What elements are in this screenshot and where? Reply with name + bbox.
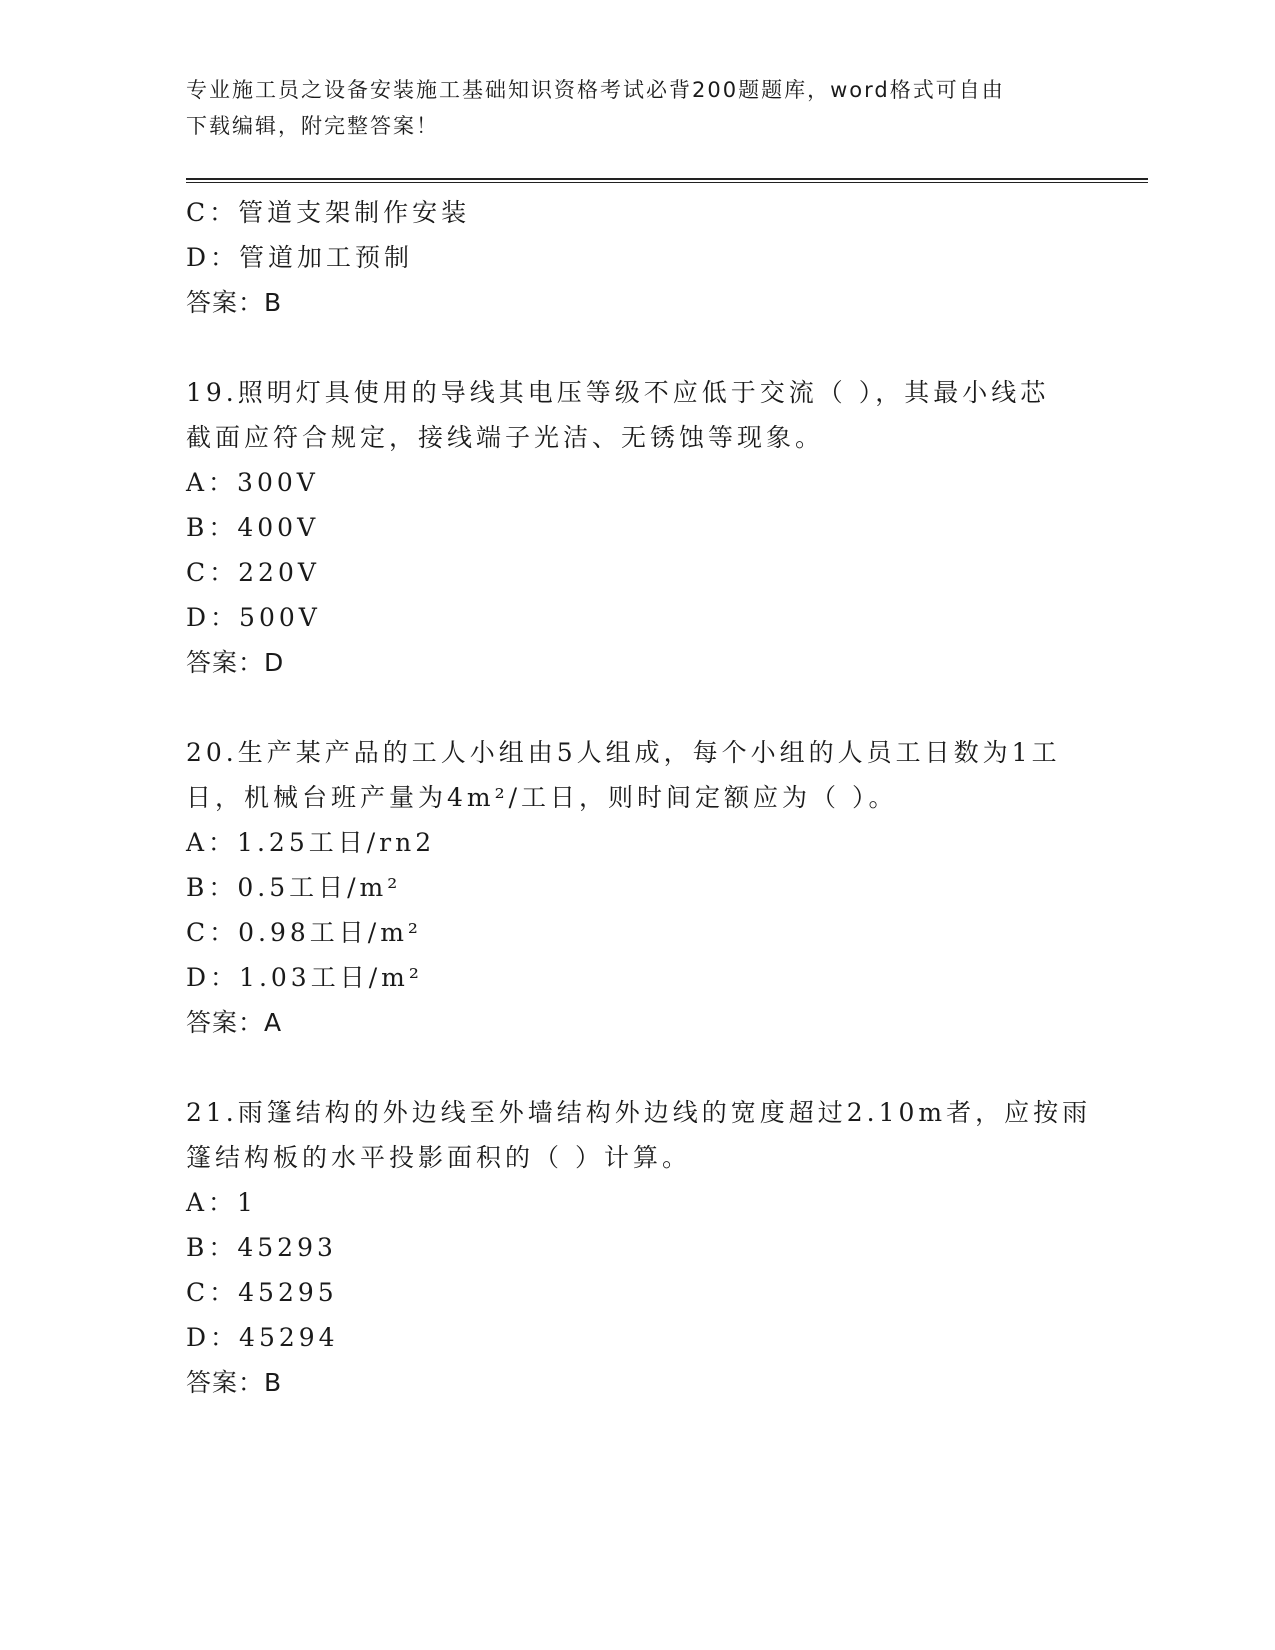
q19-option-d: D：500V — [186, 603, 321, 632]
q20-stem-line-2: 日，机械台班产量为4m²/工日，则时间定额应为（ ）。 — [186, 783, 898, 812]
q18-option-d: D：管道加工预制 — [186, 243, 414, 272]
q20-option-c: C：0.98工日/m² — [186, 918, 422, 947]
q19-option-a: A：300V — [186, 468, 319, 497]
q21-option-a: A：1 — [186, 1188, 257, 1217]
q21-option-c: C：45295 — [186, 1278, 338, 1307]
q21-stem-line-1: 21.雨篷结构的外边线至外墙结构外边线的宽度超过2.10m者，应按雨 — [186, 1098, 1092, 1127]
q18-option-c: C：管道支架制作安装 — [186, 198, 471, 227]
header-title-line-2: 下载编辑，附完整答案！ — [186, 114, 439, 138]
q21-answer: 答案：B — [186, 1368, 283, 1397]
q21-stem-line-2: 篷结构板的水平投影面积的（ ）计算。 — [186, 1143, 691, 1172]
header-title-line-1: 专业施工员之设备安装施工基础知识资格考试必背200题题库，word格式可自由 — [186, 78, 1005, 102]
q19-stem-line-1: 19.照明灯具使用的导线其电压等级不应低于交流（ ），其最小线芯 — [186, 378, 1050, 407]
q20-option-a: A：1.25工日/rn2 — [186, 828, 436, 857]
q20-option-d: D：1.03工日/m² — [186, 963, 423, 992]
q19-stem-line-2: 截面应符合规定，接线端子光洁、无锈蚀等现象。 — [186, 423, 825, 452]
q20-answer: 答案：A — [186, 1008, 283, 1037]
divider-line-thick — [186, 178, 1148, 180]
q21-option-b: B：45293 — [186, 1233, 337, 1262]
q18-answer: 答案：B — [186, 288, 283, 317]
q19-answer: 答案：D — [186, 648, 285, 677]
q19-option-c: C：220V — [186, 558, 320, 587]
q21-option-d: D：45294 — [186, 1323, 339, 1352]
q20-option-b: B：0.5工日/m² — [186, 873, 402, 902]
q19-option-b: B：400V — [186, 513, 320, 542]
divider-line-thin — [186, 182, 1148, 183]
document-header — [186, 72, 1086, 144]
header-divider — [186, 178, 1148, 184]
q20-stem-line-1: 20.生产某产品的工人小组由5人组成，每个小组的人员工日数为1工 — [186, 738, 1061, 767]
